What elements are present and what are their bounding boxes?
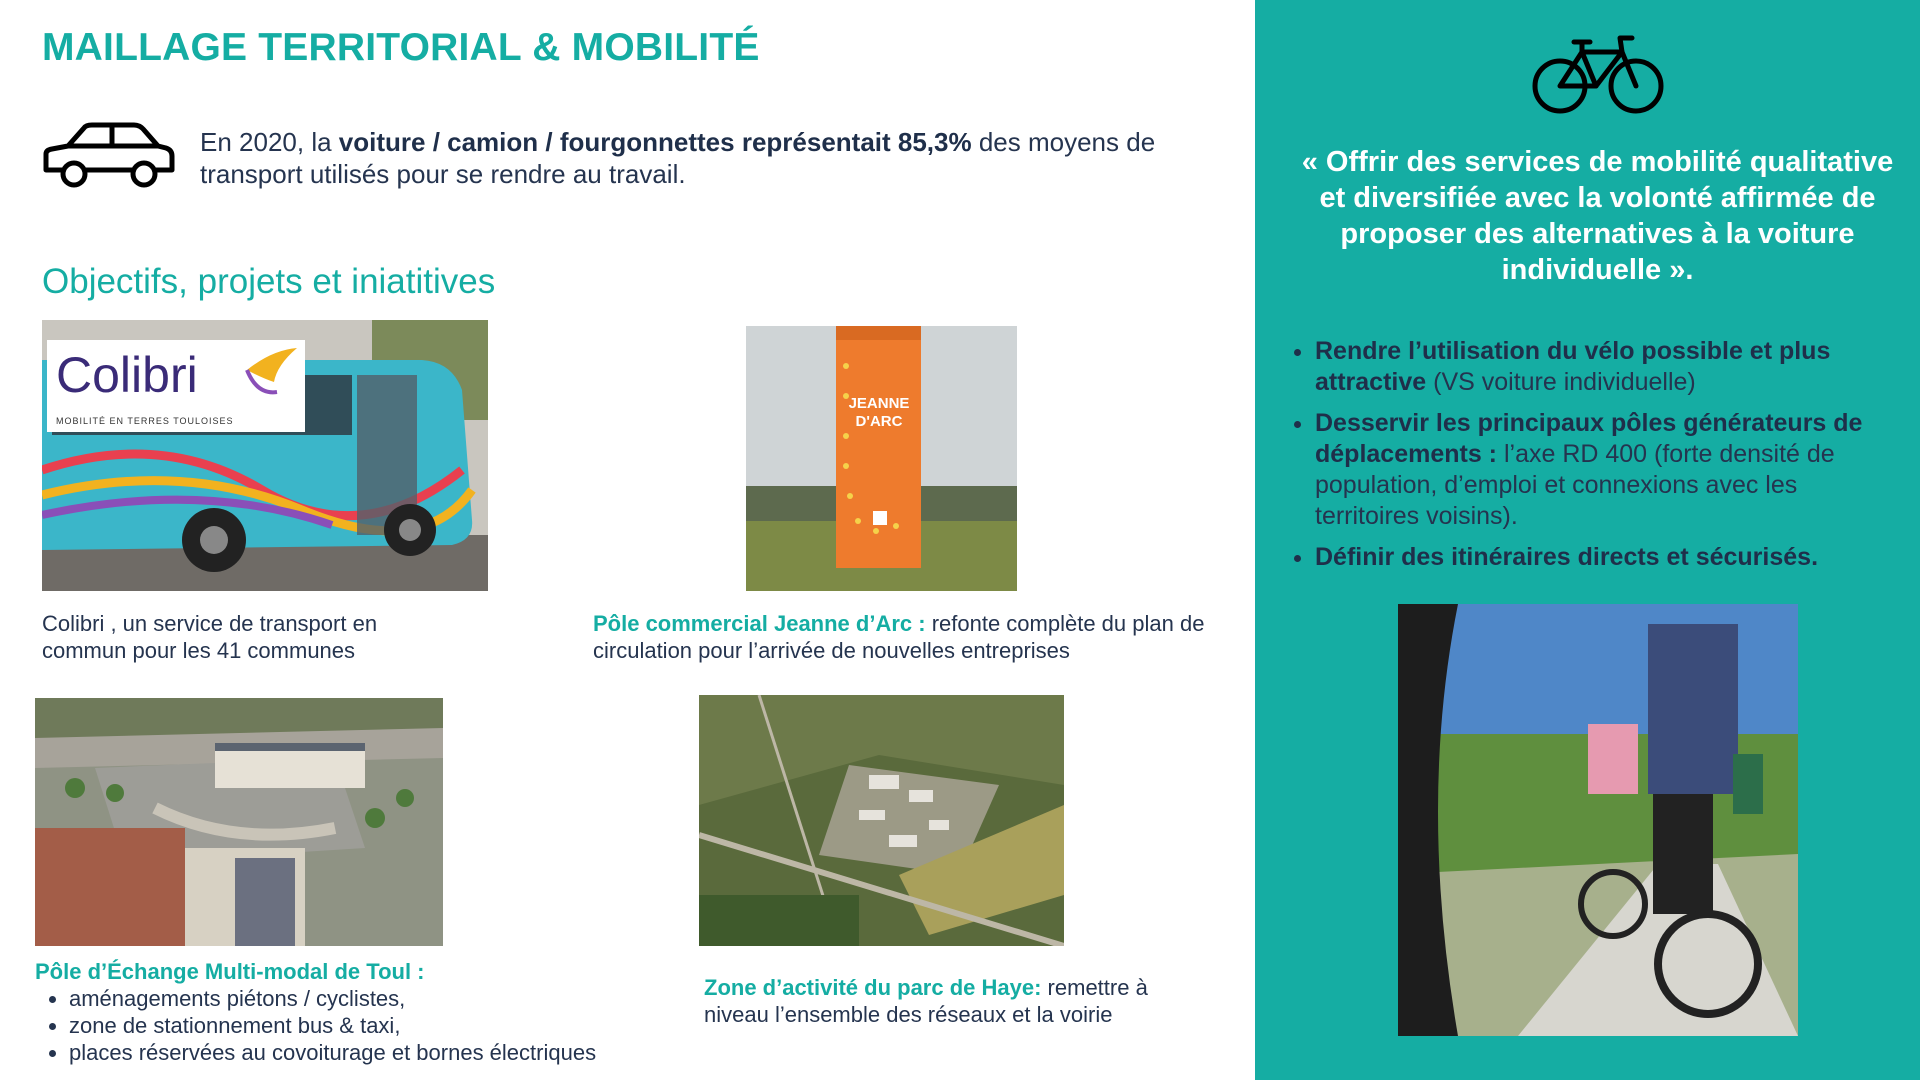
- goal-item: • Définir des itinéraires directs et sécurisés.: [1315, 542, 1905, 573]
- jeanne-darc-sign-photo: [746, 326, 1017, 591]
- colibri-logo-text: Colibri: [56, 347, 198, 403]
- mobility-quote: « Offrir des services de mobilité qualitative et diversifiée avec la volonté affirmée de proposer des alternatives à la voiture individuelle ».: [1301, 146, 1894, 286]
- toul-station-aerial-photo: [35, 698, 443, 946]
- page-title: MAILLAGE TERRITORIAL & MOBILITÉ: [42, 26, 760, 69]
- intro-text: En 2020, la voiture / camion / fourgonnettes représentait 85,3% des moyens de transport utilisés pour se rendre au travail.: [200, 127, 1156, 189]
- pem-toul-caption: Pôle d’Échange Multi-modal de Toul : • aménagements piétons / cyclistes, • zone de stationnement bus & taxi, • places réservées au covoiturage et bornes électriques: [35, 958, 675, 1066]
- colibri-caption: Colibri , un service de transport en commun pour les 41 communes: [42, 611, 378, 663]
- pem-item: • aménagements piétons / cyclistes,: [69, 985, 675, 1012]
- goal-item: • Desservir les principaux pôles générateurs de déplacements : l’axe RD 400 (forte densité de population, d’emploi et connexions avec les territoires voisins).: [1315, 408, 1905, 532]
- pem-item: • zone de stationnement bus & taxi,: [69, 1012, 675, 1039]
- car-icon: [40, 118, 176, 190]
- svg-text:JEANNE: JEANNE: [848, 395, 910, 412]
- pem-item: • places réservées au covoiturage et bornes électriques: [69, 1039, 675, 1066]
- colibri-bus-photo: [42, 320, 488, 591]
- parc-de-haye-aerial-photo: [699, 695, 1064, 946]
- cyclists-photo: [1398, 604, 1798, 1036]
- bicycle-icon: [1530, 30, 1666, 116]
- section-title: Objectifs, projets et iniatitives: [42, 262, 496, 301]
- svg-text:D'ARC: D'ARC: [855, 413, 903, 430]
- parc-de-haye-caption: Zone d’activité du parc de Haye: remettre à niveau l’ensemble des réseaux et la voirie: [704, 975, 1148, 1027]
- goals-list: [1290, 336, 1905, 583]
- jeanne-darc-caption: Pôle commercial Jeanne d’Arc : refonte complète du plan de circulation pour l’arrivée de nouvelles entreprises: [593, 611, 1205, 663]
- svg-text:MOBILITÉ EN TERRES TOULOISES: MOBILITÉ EN TERRES TOULOISES: [56, 416, 234, 426]
- goal-item: • Rendre l’utilisation du vélo possible et plus attractive (VS voiture individuelle): [1315, 336, 1905, 398]
